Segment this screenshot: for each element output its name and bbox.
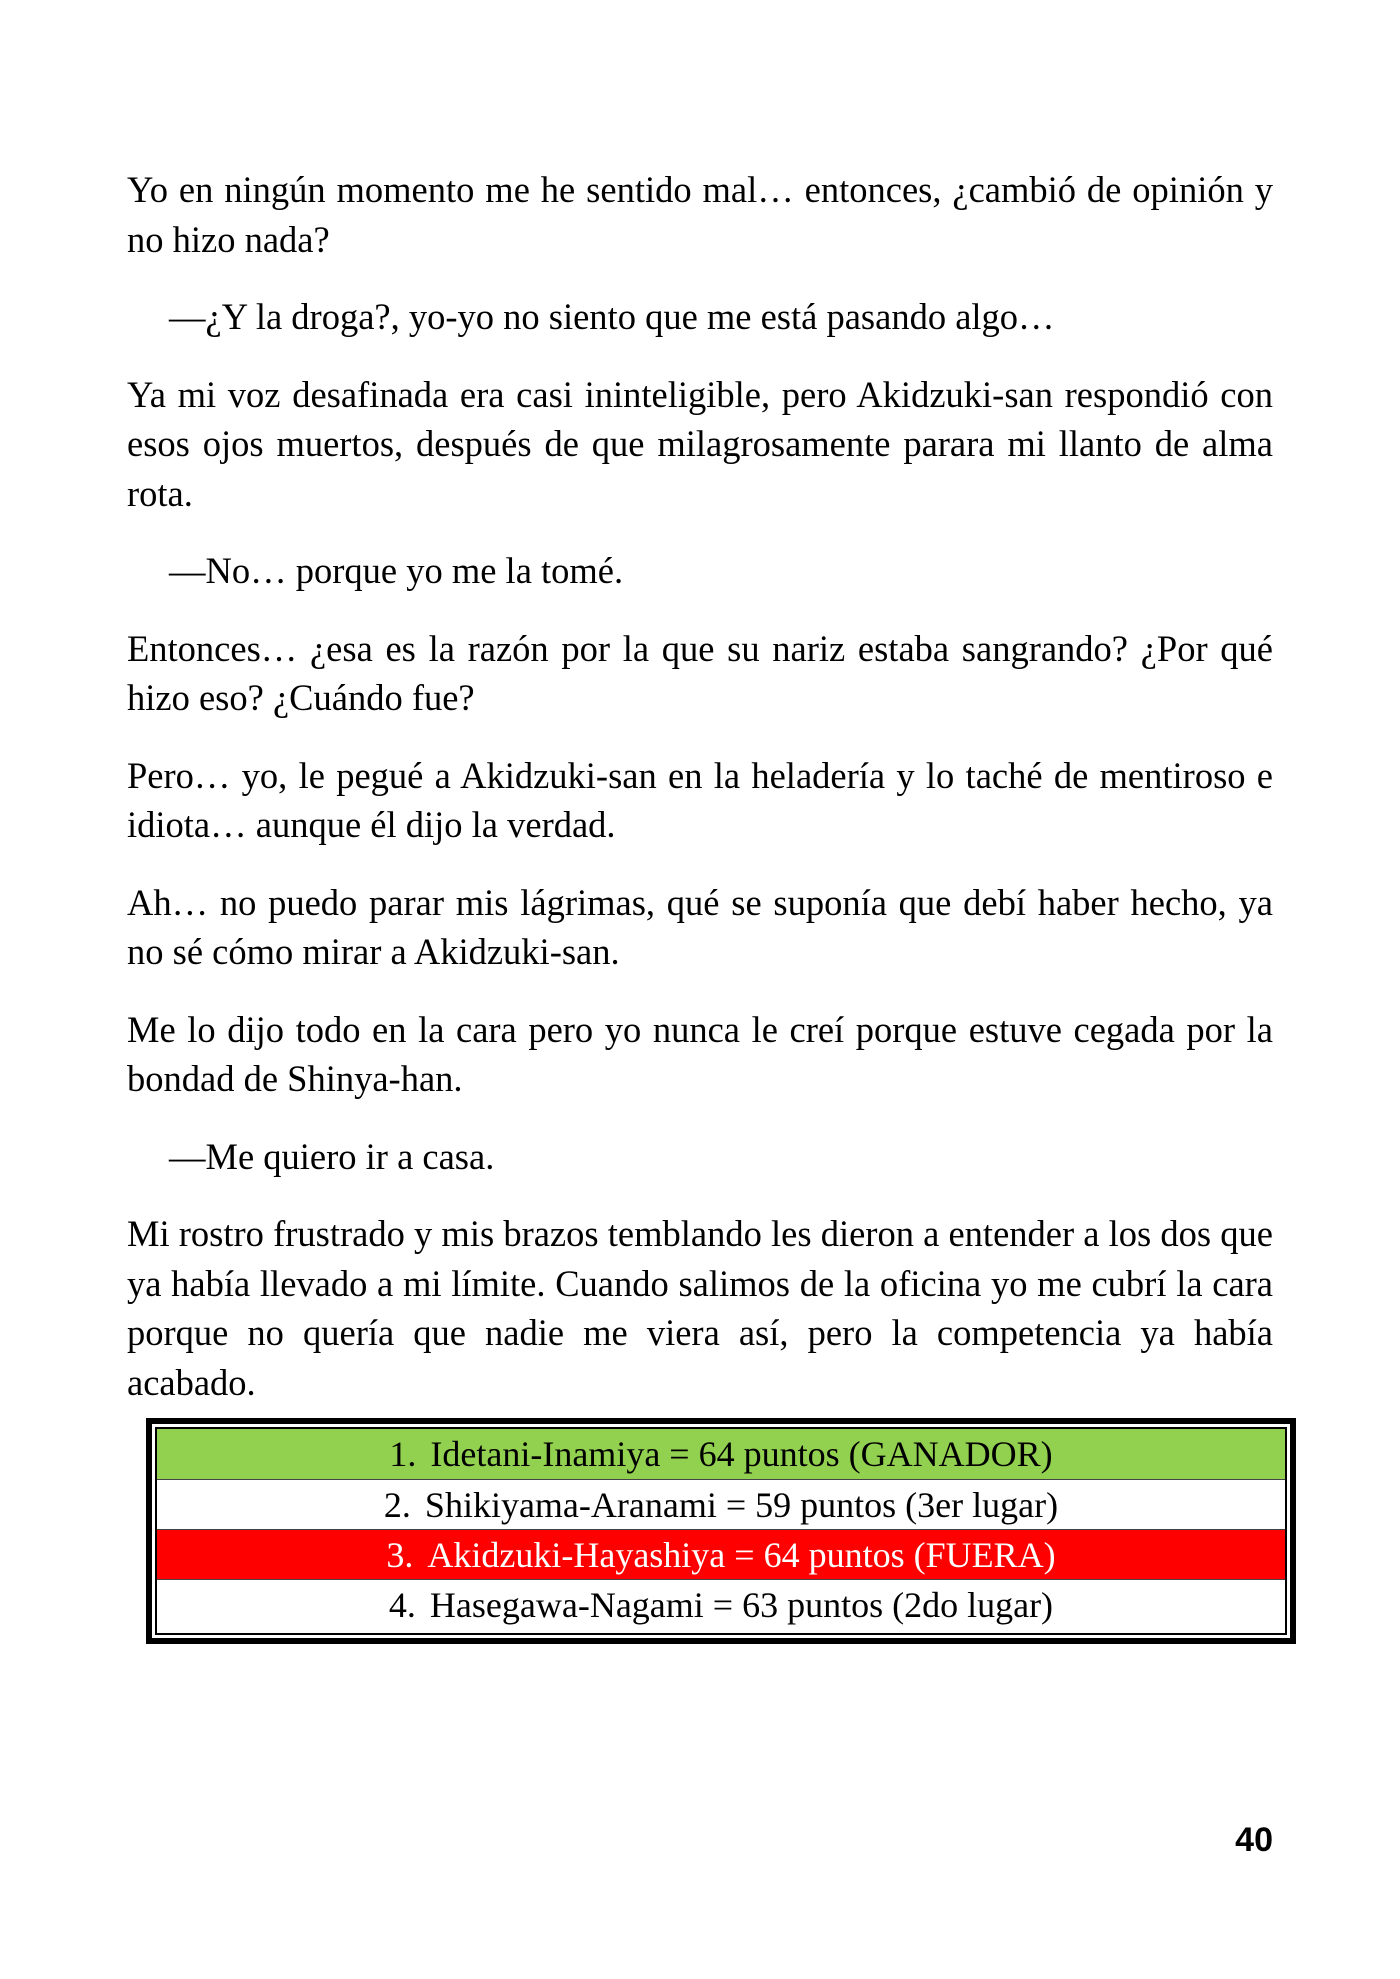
paragraph-narration: Ah… no puedo parar mis lágrimas, qué se suponía que debí haber hecho, ya no sé cómo mirar a Akidzuki-san. [127, 881, 1273, 972]
paragraph-narration: Yo en ningún momento me he sentido mal… entonces, ¿cambió de opinión y no hizo nada? [127, 169, 1273, 260]
result-text: Hasegawa-Nagami = 63 puntos (2do lugar) [429, 1584, 1054, 1625]
results-table [146, 1418, 1296, 1644]
result-text: Shikiyama-Aranami = 59 puntos (3er lugar) [424, 1484, 1059, 1525]
paragraph-narration: Pero… yo, le pegué a Akidzuki-san en la heladería y lo taché de mentiroso e idiota… aunque él dijo la verdad. [127, 754, 1273, 845]
result-rank: 4. [388, 1584, 416, 1625]
result-rank: 2. [383, 1484, 411, 1525]
result-rank: 3. [386, 1534, 414, 1575]
story-text [127, 165, 1273, 1435]
result-text: Akidzuki-Hayashiya = 64 puntos (FUERA) [427, 1534, 1056, 1575]
page-number: 40 [1235, 1821, 1273, 1859]
results-table-inner [155, 1427, 1287, 1635]
result-rank: 1. [389, 1434, 417, 1474]
result-text: Idetani-Inamiya = 64 puntos (GANADOR) [430, 1434, 1053, 1474]
result-row-2 [157, 1479, 1285, 1529]
paragraph-narration: Mi rostro frustrado y mis brazos temblando les dieron a entender a los dos que ya había llevado a mi límite. Cuando salimos de la oficina yo me cubrí la cara porque no quería que nadie me viera así, pero la competencia ya había acabado. [127, 1213, 1273, 1403]
paragraph-dialog: —¿Y la droga?, yo-yo no siento que me está pasando algo… [169, 296, 1055, 337]
paragraph-narration: Entonces… ¿esa es la razón por la que su nariz estaba sangrando? ¿Por qué hizo eso? ¿Cuándo fue? [127, 627, 1273, 718]
paragraph-dialog: —Me quiero ir a casa. [169, 1135, 495, 1177]
paragraph-dialog: —No… porque yo me la tomé. [169, 550, 624, 591]
result-row-4 [157, 1579, 1285, 1629]
result-row-1 [157, 1429, 1285, 1479]
paragraph-narration: Me lo dijo todo en la cara pero yo nunca le creí porque estuve cegada por la bondad de Shinya-han. [127, 1008, 1273, 1099]
result-row-3 [157, 1529, 1285, 1579]
paragraph-narration: Ya mi voz desafinada era casi ininteligible, pero Akidzuki-san respondió con esos ojos muertos, después de que milagrosamente parara mi llanto de alma rota. [127, 373, 1273, 514]
